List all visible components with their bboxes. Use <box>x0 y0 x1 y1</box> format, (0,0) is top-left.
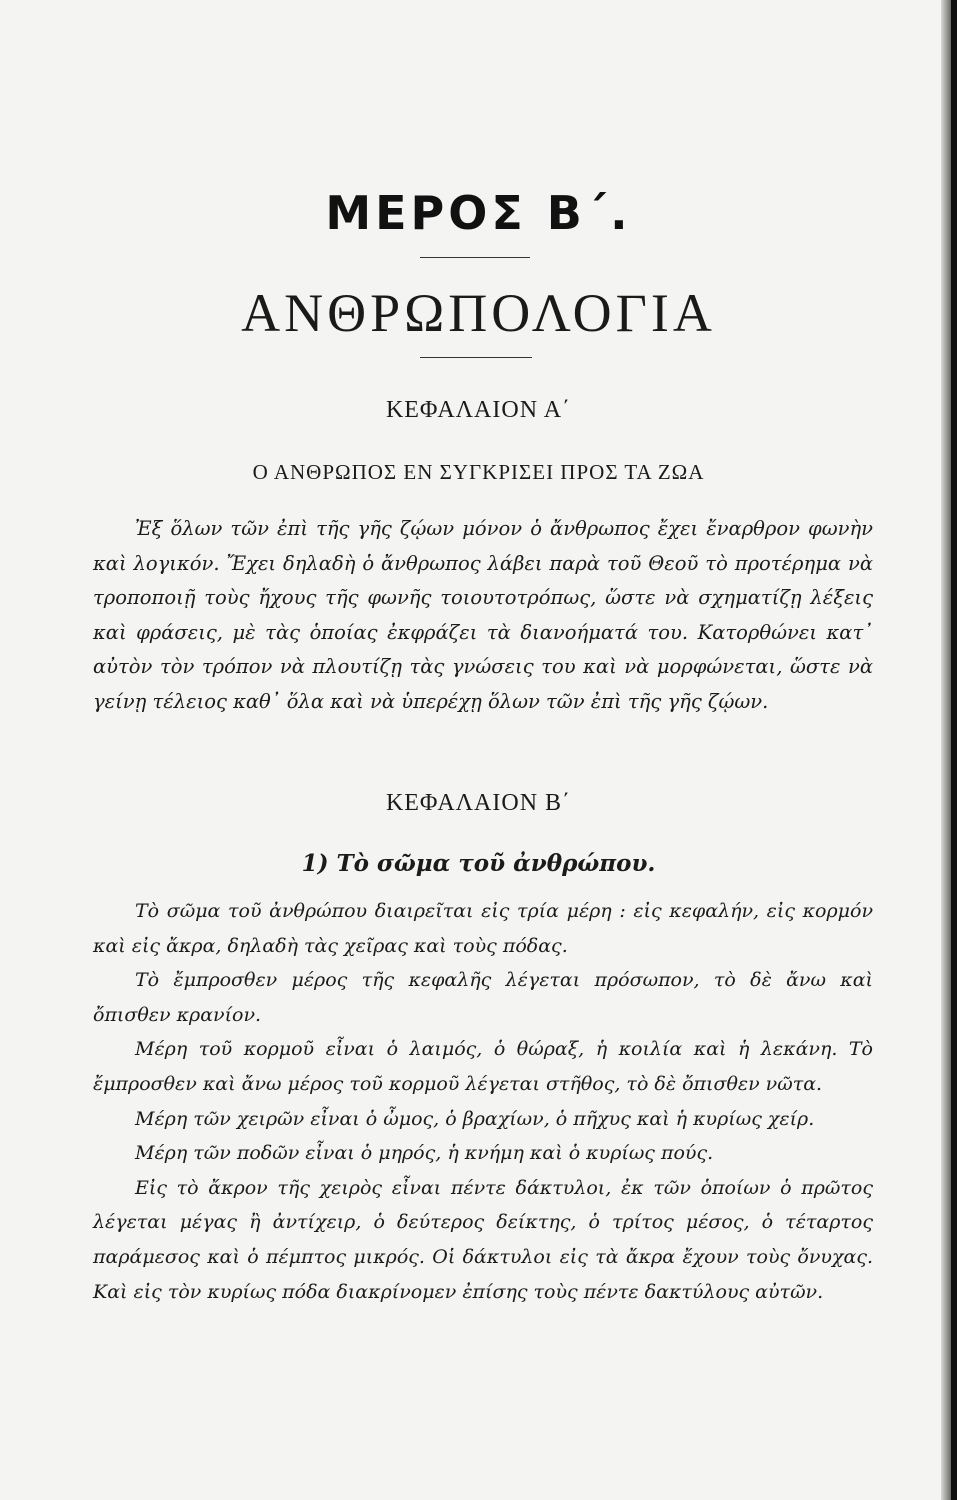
chapter-a-paragraph: Ἐξ ὅλων τῶν ἐπὶ τῆς γῆς ζῴων μόνον ὁ ἄνθρωπος ἔχει ἔναρθρον φωνὴν καὶ λογικόν. Ἔχει δηλαδὴ ὁ ἄνθρωπος λάβει παρὰ τοῦ Θεοῦ τὸ προτέρημα νὰ τροποποιῇ τοὺς ἤχους τῆς φωνῆς τοιουτοτρόπως, ὥστε νὰ σχηματίζῃ λέξεις καὶ φράσεις, μὲ τὰς ὁποίας ἐκφράζει τὰ διανοήματά του. Κατορθώνει κατ᾽ αὐτὸν τὸν τρόπον νὰ πλουτίζῃ τὰς γνώσεις του καὶ νὰ μορφώνεται, ὥστε νὰ γείνῃ τέλειος καθ᾽ ὅλα καὶ νὰ ὑπερέχῃ ὅλων τῶν ἐπὶ τῆς γῆς ζῴων. <box>93 517 873 713</box>
body-paragraph: Μέρη τοῦ κορμοῦ εἶναι ὁ λαιμός, ὁ θώραξ, ἡ κοιλία καὶ ἡ λεκάνη. Τὸ ἔμπροσθεν καὶ ἄνω μέρος τοῦ κορμοῦ λέγεται στῆθος, τὸ δὲ ὄπισθεν νῶτα. <box>93 1038 873 1095</box>
part-title: ΜΕΡΟΣ Β΄. <box>325 186 632 240</box>
chapter-b-body <box>93 894 873 1309</box>
section-heading: 1) Τὸ σῶμα τοῦ ἀνθρώπου. <box>301 850 656 877</box>
divider-rule <box>420 257 530 258</box>
body-paragraph: Εἰς τὸ ἄκρον τῆς χειρὸς εἶναι πέντε δάκτυλοι, ἐκ τῶν ὁποίων ὁ πρῶτος λέγεται μέγας ἢ ἀντίχειρ, ὁ δεύτερος δείκτης, ὁ τρίτος μέσος, ὁ τέταρτος παράμεσος καὶ ὁ πέμπτος μικρός. Οἱ δάκτυλοι εἰς τὰ ἄκρα ἔχουν τοὺς ὄνυχας. Καὶ εἰς τὸν κυρίως πόδα διακρίνομεν ἐπίσης τοὺς πέντε δακτύλους αὐτῶν. <box>93 1176 873 1303</box>
chapter-a-subtitle: Ο ΑΝΘΡΩΠΟΣ ΕΝ ΣΥΓΚΡΙΣΕΙ ΠΡΟΣ ΤΑ ΖΩΑ <box>252 460 705 484</box>
body-paragraph: Μέρη τῶν ποδῶν εἶναι ὁ μηρός, ἡ κνήμη καὶ ὁ κυρίως πούς. <box>135 1142 714 1165</box>
chapter-b-heading: ΚΕΦΑΛΑΙΟΝ Β΄ <box>385 790 572 816</box>
body-paragraph: Μέρη τῶν χειρῶν εἶναι ὁ ὦμος, ὁ βραχίων, ὁ πῆχυς καὶ ἡ κυρίως χείρ. <box>135 1107 815 1130</box>
body-paragraph: Τὸ σῶμα τοῦ ἀνθρώπου διαιρεῖται εἰς τρία μέρη : εἰς κεφαλήν, εἰς κορμόν καὶ εἰς ἄκρα, δηλαδὴ τὰς χεῖρας καὶ τοὺς πόδας. <box>93 900 873 957</box>
body-paragraph: Τὸ ἔμπροσθεν μέρος τῆς κεφαλῆς λέγεται πρόσωπον, τὸ δὲ ἄνω καὶ ὄπισθεν κρανίον. <box>93 969 873 1026</box>
subject-title: ΑΝΘΡΩΠΟΛΟΓΙΑ <box>241 283 716 343</box>
divider-rule <box>420 357 532 358</box>
chapter-a-heading: ΚΕΦΑΛΑΙΟΝ Α΄ <box>385 397 572 423</box>
